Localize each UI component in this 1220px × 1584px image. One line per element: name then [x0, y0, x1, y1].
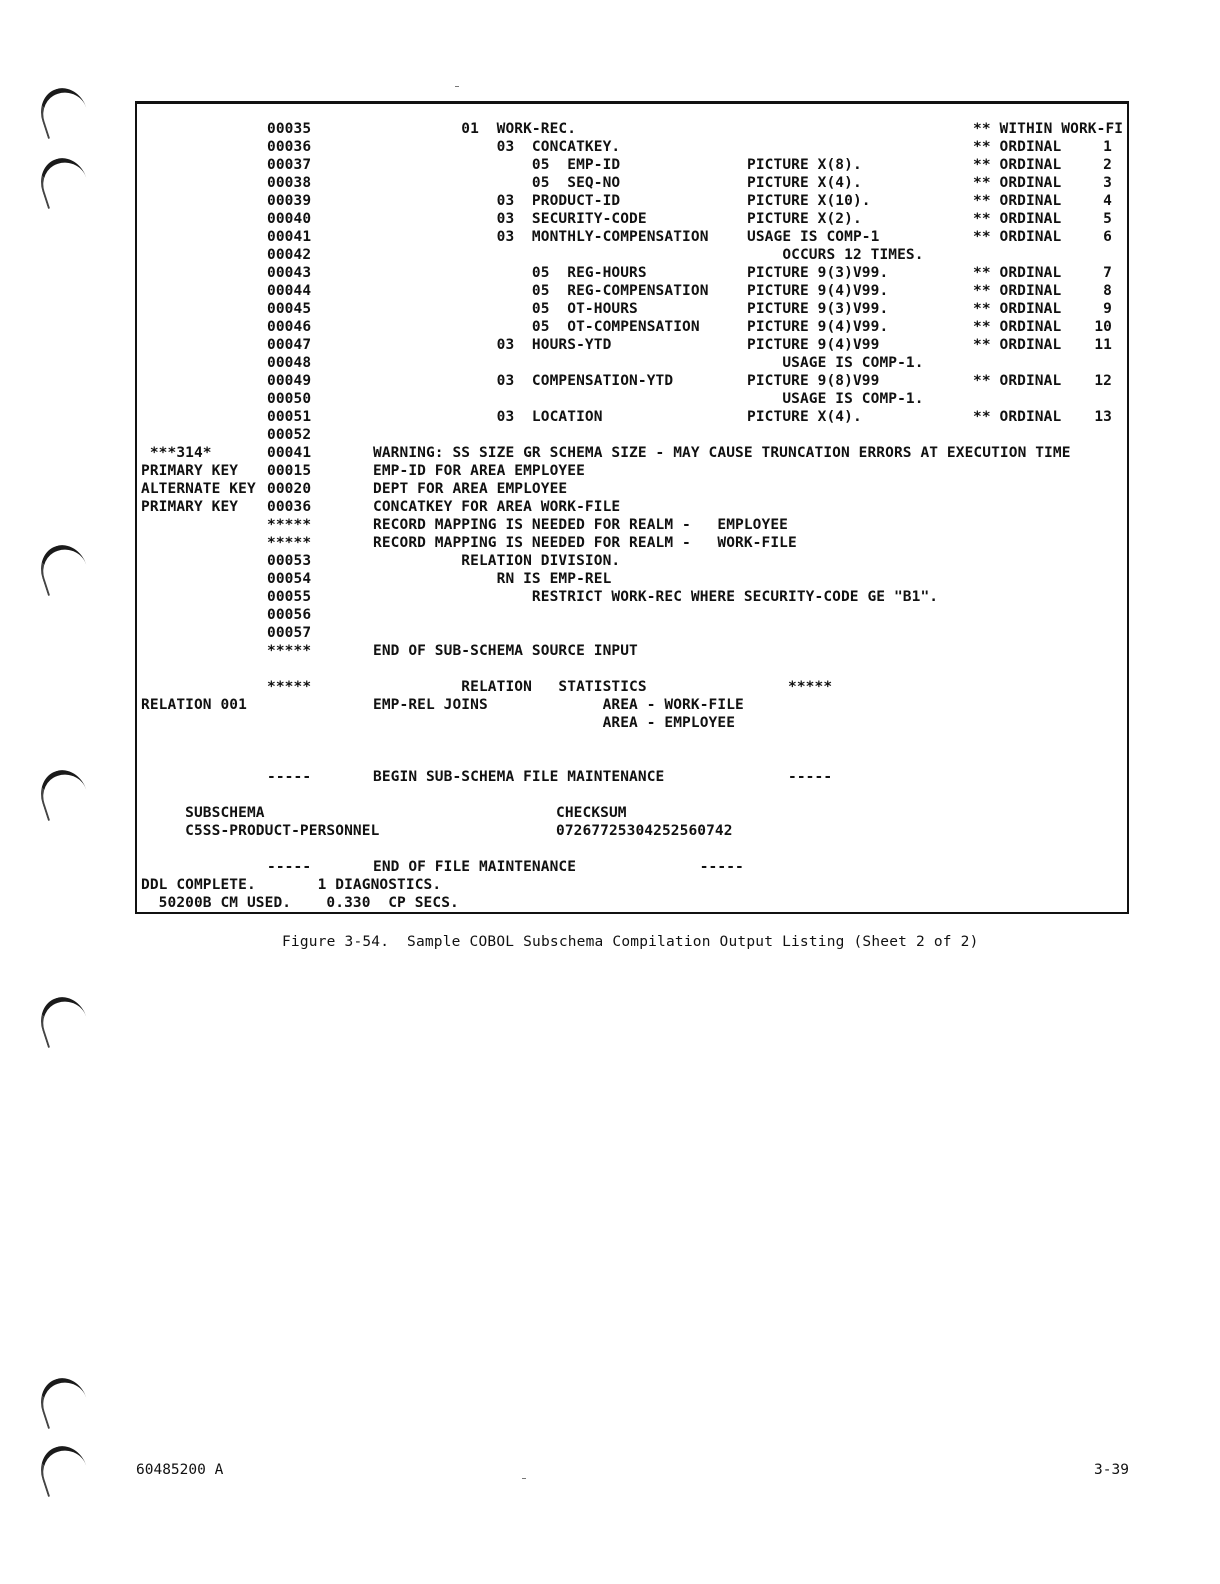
listing-right: ** ORDINAL [973, 211, 1062, 227]
listing-col: SUBSCHEMA CHECKSUM [141, 805, 627, 821]
listing-seq: 00055 [267, 589, 312, 605]
listing-col: ***314* [141, 445, 212, 461]
listing-line [137, 570, 1122, 588]
listing-text: BEGIN SUB-SCHEMA FILE MAINTENANCE ----- [373, 769, 833, 785]
listing-right: ** ORDINAL [973, 283, 1062, 299]
listing-line [137, 210, 1122, 228]
listing-seq: 00015 [267, 463, 312, 479]
listing-line [137, 264, 1122, 282]
listing-line [137, 732, 1122, 750]
listing-num: 11 [1094, 337, 1112, 353]
listing-line [137, 660, 1122, 678]
listing-col: ALTERNATE KEY [141, 481, 256, 497]
page-number: 3-39 [1094, 1462, 1129, 1478]
listing-line [137, 678, 1122, 696]
listing-line [137, 822, 1122, 840]
listing-seq: 00038 [267, 175, 312, 191]
binder-hole-icon [34, 991, 92, 1048]
listing-text: 05 EMP-ID [373, 157, 621, 173]
listing-num: 10 [1094, 319, 1112, 335]
listing-type: PICTURE 9(4)V99 [747, 337, 880, 353]
listing-num: 4 [1103, 193, 1112, 209]
listing-right: ** ORDINAL [973, 139, 1062, 155]
listing-text: 03 PRODUCT-ID [373, 193, 621, 209]
listing-text: 03 COMPENSATION-YTD [373, 373, 674, 389]
listing-line [137, 534, 1122, 552]
listing-type: PICTURE X(4). [747, 409, 862, 425]
listing-text: 03 SECURITY-CODE [373, 211, 647, 227]
listing-seq: 00036 [267, 139, 312, 155]
listing-text: RECORD MAPPING IS NEEDED FOR REALM - EMPLOYEE [373, 517, 788, 533]
listing-line [137, 318, 1122, 336]
listing-right: ** WITHIN WORK-FI [973, 121, 1124, 137]
scan-speck [522, 1478, 526, 1479]
listing-text: 05 SEQ-NO [373, 175, 621, 191]
listing-right: ** ORDINAL [973, 265, 1062, 281]
listing-seq: 00042 [267, 247, 312, 263]
listing-right: ** ORDINAL [973, 157, 1062, 173]
listing-text: 03 MONTHLY-COMPENSATION [373, 229, 709, 245]
listing-col: C5SS-PRODUCT-PERSONNEL 07267725304252560742 [141, 823, 733, 839]
listing-line [137, 336, 1122, 354]
listing-type: PICTURE X(4). [747, 175, 862, 191]
listing-seq: ***** [267, 517, 312, 533]
listing-line [137, 642, 1122, 660]
listing-type: OCCURS 12 TIMES. [747, 247, 924, 263]
listing-text: 05 OT-COMPENSATION [373, 319, 700, 335]
scan-speck [455, 86, 459, 87]
listing-seq: 00056 [267, 607, 312, 623]
listing-line [137, 462, 1122, 480]
listing-text: 03 HOURS-YTD [373, 337, 612, 353]
listing-col: DDL COMPLETE. 1 DIAGNOSTICS. [141, 877, 442, 893]
listing-seq: 00047 [267, 337, 312, 353]
listing-text: 05 REG-COMPENSATION [373, 283, 709, 299]
listing-line [137, 750, 1122, 768]
listing-line [137, 192, 1122, 210]
listing-text: DEPT FOR AREA EMPLOYEE [373, 481, 568, 497]
listing-line [137, 228, 1122, 246]
listing-text: RELATION DIVISION. [373, 553, 621, 569]
listing-text: RELATION STATISTICS ***** [373, 679, 833, 695]
listing-line [137, 606, 1122, 624]
listing-col: PRIMARY KEY [141, 463, 239, 479]
listing-text: EMP-ID FOR AREA EMPLOYEE [373, 463, 585, 479]
binder-hole-icon [34, 1440, 92, 1497]
listing-type: PICTURE 9(4)V99. [747, 283, 889, 299]
listing-num: 8 [1103, 283, 1112, 299]
listing-line [137, 498, 1122, 516]
listing-line [137, 156, 1122, 174]
listing-line [137, 408, 1122, 426]
listing-line [137, 840, 1122, 858]
listing-line [137, 372, 1122, 390]
listing-line [137, 552, 1122, 570]
listing-col: RELATION 001 [141, 697, 247, 713]
listing-text: RECORD MAPPING IS NEEDED FOR REALM - WORK-FILE [373, 535, 797, 551]
listing-seq: 00054 [267, 571, 312, 587]
document-number: 60485200 A [136, 1462, 224, 1478]
figure-caption: Figure 3-54. Sample COBOL Subschema Compilation Output Listing (Sheet 2 of 2) [282, 934, 979, 950]
listing-type: USAGE IS COMP-1 [747, 229, 880, 245]
listing-line [137, 246, 1122, 264]
listing-seq: 00052 [267, 427, 312, 443]
listing-seq: 00039 [267, 193, 312, 209]
listing-text: 05 OT-HOURS [373, 301, 638, 317]
listing-text: 01 WORK-REC. [373, 121, 577, 137]
listing-seq: 00037 [267, 157, 312, 173]
listing-line [137, 138, 1122, 156]
listing-seq: 00049 [267, 373, 312, 389]
listing-line [137, 876, 1122, 894]
listing-seq: ***** [267, 679, 312, 695]
listing-seq: ----- [267, 769, 312, 785]
listing-seq: 00053 [267, 553, 312, 569]
listing-line [137, 282, 1122, 300]
listing-line [137, 786, 1122, 804]
listing-text: WARNING: SS SIZE GR SCHEMA SIZE - MAY CAUSE TRUNCATION ERRORS AT EXECUTION TIME [373, 445, 1071, 461]
listing-num: 3 [1103, 175, 1112, 191]
listing-line [137, 624, 1122, 642]
listing-num: 13 [1094, 409, 1112, 425]
listing-seq: 00050 [267, 391, 312, 407]
listing-type: PICTURE 9(3)V99. [747, 301, 889, 317]
listing-text: CONCATKEY FOR AREA WORK-FILE [373, 499, 621, 515]
listing-line [137, 516, 1122, 534]
listing-line [137, 174, 1122, 192]
listing-text: END OF FILE MAINTENANCE ----- [373, 859, 744, 875]
listing-type: PICTURE 9(3)V99. [747, 265, 889, 281]
listing-text: 03 CONCATKEY. [373, 139, 621, 155]
listing-num: 6 [1103, 229, 1112, 245]
listing-type: PICTURE X(2). [747, 211, 862, 227]
listing-num: 2 [1103, 157, 1112, 173]
listing-seq: 00020 [267, 481, 312, 497]
listing-line [137, 480, 1122, 498]
listing-type: PICTURE X(8). [747, 157, 862, 173]
binder-hole-icon [34, 764, 92, 821]
listing-num: 5 [1103, 211, 1112, 227]
listing-seq: 00043 [267, 265, 312, 281]
listing-line [137, 696, 1122, 714]
listing-text: AREA - EMPLOYEE [373, 715, 736, 731]
listing-right: ** ORDINAL [973, 373, 1062, 389]
listing-seq: 00057 [267, 625, 312, 641]
listing-seq: 00046 [267, 319, 312, 335]
listing-seq: ----- [267, 859, 312, 875]
listing-col: 50200B CM USED. 0.330 CP SECS. [141, 895, 459, 911]
listing-text: 05 REG-HOURS [373, 265, 647, 281]
listing-seq: ***** [267, 535, 312, 551]
binder-hole-icon [34, 539, 92, 596]
binder-hole-icon [34, 152, 92, 209]
listing-seq: 00041 [267, 229, 312, 245]
listing-num: 7 [1103, 265, 1112, 281]
listing-line [137, 390, 1122, 408]
listing-right: ** ORDINAL [973, 175, 1062, 191]
listing-line [137, 426, 1122, 444]
listing-text: RESTRICT WORK-REC WHERE SECURITY-CODE GE "B1". [373, 589, 939, 605]
listing-right: ** ORDINAL [973, 337, 1062, 353]
listing-seq: 00045 [267, 301, 312, 317]
listing-text: END OF SUB-SCHEMA SOURCE INPUT [373, 643, 638, 659]
listing-line [137, 588, 1122, 606]
listing-seq: 00041 [267, 445, 312, 461]
listing-text: RN IS EMP-REL [373, 571, 612, 587]
listing-seq: 00036 [267, 499, 312, 515]
listing-right: ** ORDINAL [973, 193, 1062, 209]
listing-text: EMP-REL JOINS AREA - WORK-FILE [373, 697, 744, 713]
listing-line [137, 894, 1122, 912]
listing-type: PICTURE X(10). [747, 193, 871, 209]
binder-hole-icon [34, 82, 92, 139]
listing-seq: 00048 [267, 355, 312, 371]
listing-right: ** ORDINAL [973, 409, 1062, 425]
listing-seq: 00051 [267, 409, 312, 425]
listing-line [137, 804, 1122, 822]
listing-line [137, 444, 1122, 462]
listing-num: 9 [1103, 301, 1112, 317]
listing-seq: 00040 [267, 211, 312, 227]
listing-right: ** ORDINAL [973, 301, 1062, 317]
listing-seq: 00044 [267, 283, 312, 299]
listing-seq: ***** [267, 643, 312, 659]
listing-num: 12 [1094, 373, 1112, 389]
listing-seq: 00035 [267, 121, 312, 137]
listing-num: 1 [1103, 139, 1112, 155]
listing-type: USAGE IS COMP-1. [747, 391, 924, 407]
listing-line [137, 120, 1122, 138]
listing-type: USAGE IS COMP-1. [747, 355, 924, 371]
listing-right: ** ORDINAL [973, 319, 1062, 335]
listing-line [137, 768, 1122, 786]
listing-right: ** ORDINAL [973, 229, 1062, 245]
listing-col: PRIMARY KEY [141, 499, 239, 515]
listing-line [137, 300, 1122, 318]
listing-line [137, 858, 1122, 876]
listing-text: 03 LOCATION [373, 409, 603, 425]
listing-line [137, 714, 1122, 732]
listing-type: PICTURE 9(8)V99 [747, 373, 880, 389]
listing-type: PICTURE 9(4)V99. [747, 319, 889, 335]
listing-line [137, 354, 1122, 372]
compilation-listing [135, 101, 1129, 914]
binder-hole-icon [34, 1372, 92, 1429]
